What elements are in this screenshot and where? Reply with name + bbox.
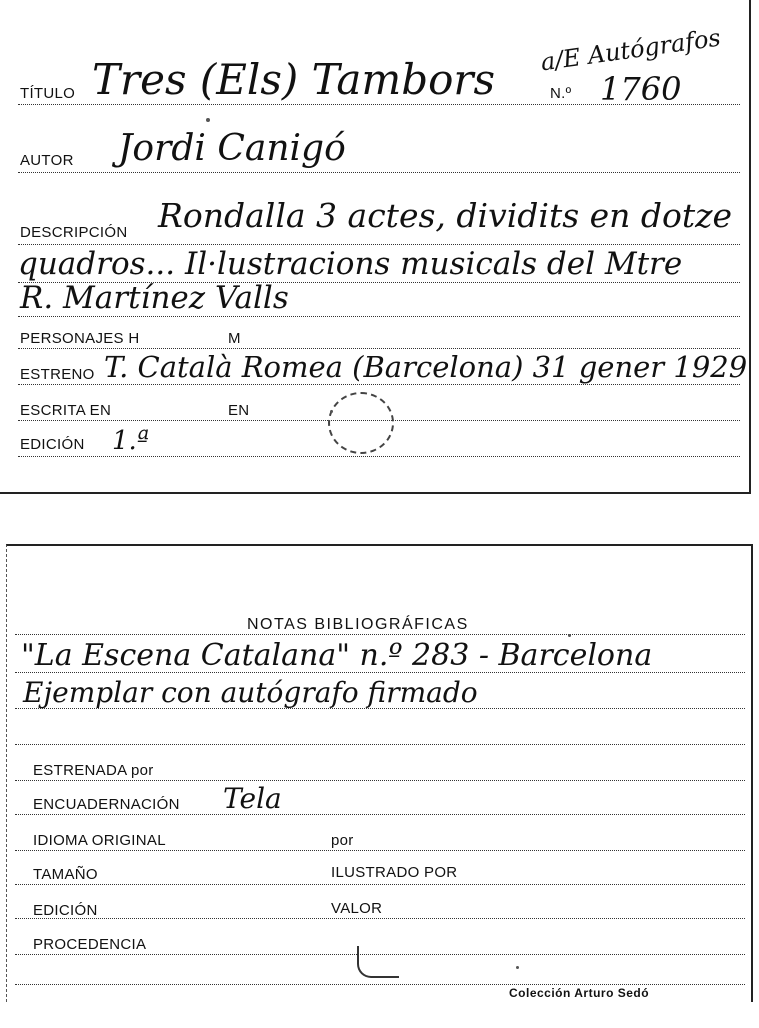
tamano-rule [15, 884, 745, 885]
procedencia-mark [357, 946, 399, 978]
scan-speck [206, 118, 210, 122]
encuadernacion-rule [15, 814, 745, 815]
estrenada-label: ESTRENADA por [33, 762, 154, 779]
idioma-por-label: por [331, 832, 354, 849]
procedencia-label: PROCEDENCIA [33, 936, 147, 953]
autor-label: AUTOR [20, 152, 74, 169]
notas-heading: NOTAS BIBLIOGRÁFICAS [247, 616, 469, 633]
valor-label: VALOR [331, 900, 383, 917]
collection-footer: Colección Arturo Sedó [509, 986, 650, 1000]
idioma-rule [15, 850, 745, 851]
edicion-rule [18, 456, 740, 457]
personajes-label: PERSONAJES H [20, 330, 140, 347]
estrenada-rule [15, 780, 745, 781]
scan-speck [330, 410, 333, 413]
personajes-rule [18, 348, 740, 349]
estreno-label: ESTRENO [20, 366, 95, 383]
edicion-value: 1.ª [112, 426, 150, 456]
encuadernacion-value: Tela [223, 782, 282, 815]
descripcion-rule-3 [18, 316, 740, 317]
estreno-rule [18, 384, 740, 385]
notas-rule-3 [15, 744, 745, 745]
notas-line2: Ejemplar con autógrafo firmado [23, 676, 478, 709]
edicion-label-back: EDICIÓN [33, 902, 98, 919]
notas-line1: "La Escena Catalana" n.º 283 - Barcelona [21, 638, 653, 673]
edicion-rule-back [15, 918, 745, 919]
last-rule [15, 984, 745, 985]
titulo-rule [18, 104, 740, 105]
descripcion-line3: R. Martínez Valls [20, 280, 289, 316]
descripcion-label: DESCRIPCIÓN [20, 224, 128, 241]
notas-rule-1 [15, 672, 745, 673]
stamp-circle [328, 392, 394, 454]
descripcion-rule-1 [18, 244, 740, 245]
catalog-card-back [6, 544, 753, 1002]
personajes-m-label: M [228, 330, 241, 347]
estreno-value: T. Català Romea (Barcelona) 31 gener 1929 [104, 350, 748, 384]
ilustrado-label: ILUSTRADO POR [331, 864, 458, 881]
edicion-label: EDICIÓN [20, 436, 85, 453]
titulo-label: TÍTULO [20, 85, 76, 102]
scan-speck [568, 634, 571, 637]
collection-note: a/E Autógrafos [538, 23, 723, 77]
autor-value: Jordi Canigó [118, 128, 346, 169]
escrita-label: ESCRITA EN [20, 402, 112, 419]
notas-rule-2 [15, 708, 745, 709]
notas-rule-0 [15, 634, 745, 635]
escrita-en-label: EN [228, 402, 250, 419]
descripcion-line2: quadros... Il·lustracions musicals del Mtre [18, 246, 683, 282]
scan-speck [516, 966, 519, 969]
encuadernacion-label: ENCUADERNACIÓN [33, 796, 180, 813]
tamano-label: TAMAÑO [33, 866, 98, 883]
catalog-card-front [0, 0, 751, 494]
autor-rule [18, 172, 740, 173]
idioma-label: IDIOMA ORIGINAL [33, 832, 166, 849]
numero-value: 1760 [600, 70, 682, 108]
titulo-value: Tres (Els) Tambors [92, 55, 496, 104]
numero-label: N.º [550, 85, 572, 102]
descripcion-line1: Rondalla 3 actes, dividits en dotze [158, 196, 733, 235]
